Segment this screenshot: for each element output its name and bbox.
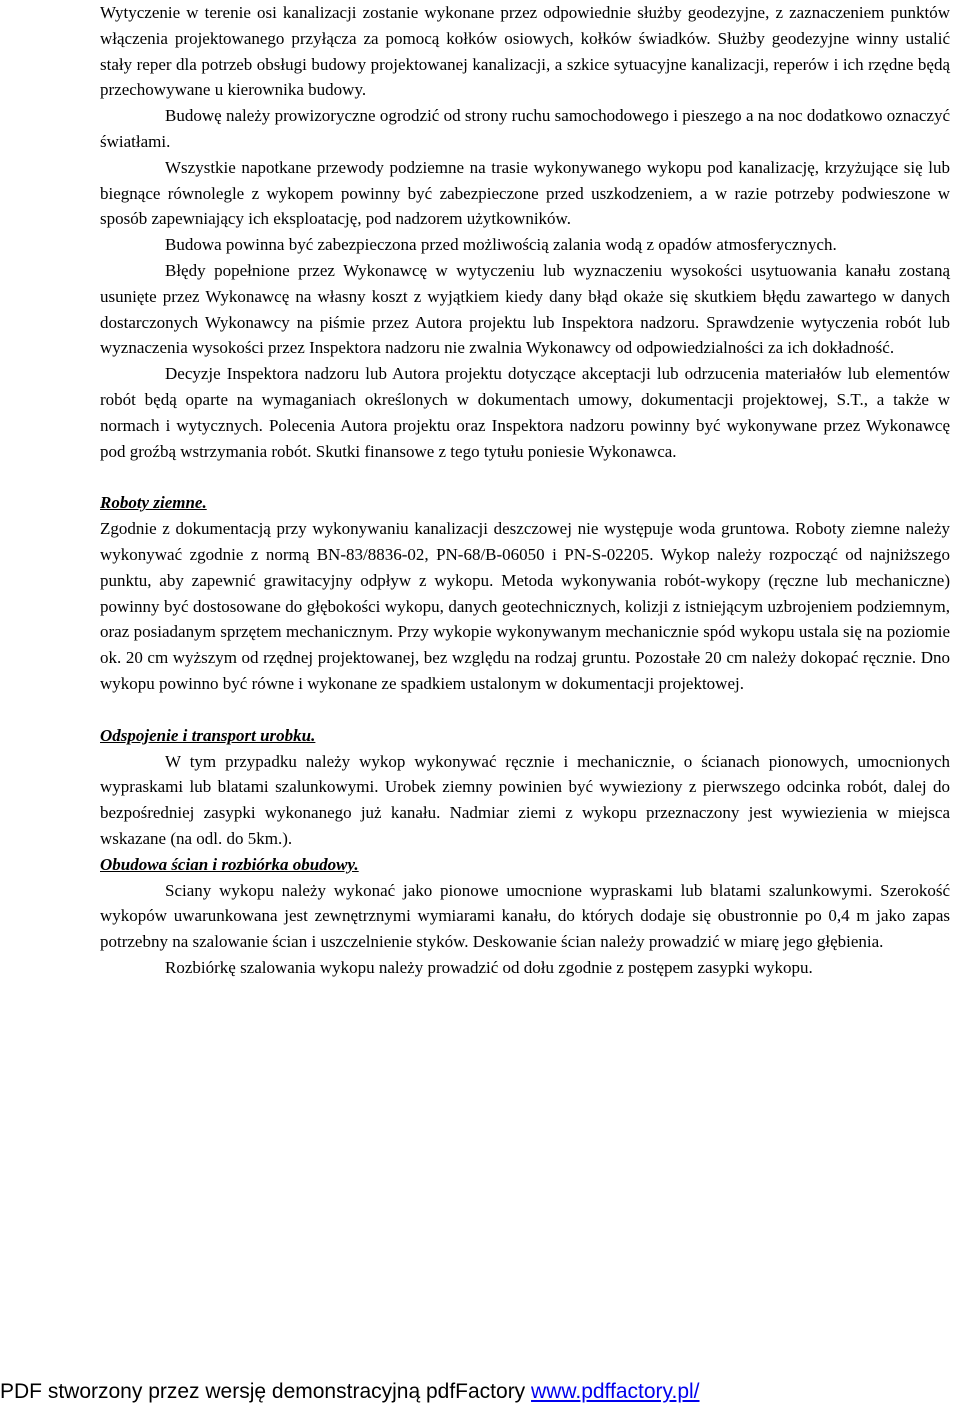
pdf-footer [0,1378,960,1406]
paragraph-ogrodzenie: Budowę należy prowizoryczne ogrodzić od strony ruchu samochodowego i pieszego a na noc dodatkowo oznaczyć światłami. [100,106,950,151]
spacer [100,697,950,723]
heading-obudowa: Obudowa ścian i rozbiórka obudowy. [100,854,359,874]
heading-roboty-ziemne: Roboty ziemne. [100,493,207,513]
paragraph-obudowa: Sciany wykopu należy wykonać jako pionowe umocnione wypraskami lub blatami szalunkowymi. Szerokość wykopów uwarunkowana jest zewnętrznymi wymiarami kanału, do których dodaje się obustronnie po 0,4 m jako zapas potrzebny na szalowanie ścian i uszczelnienie styków. Deskowanie ścian należy prowadzić w miarę jego głębienia. [100,880,950,952]
paragraph-roboty-ziemne: Zgodnie z dokumentacją przy wykonywaniu kanalizacji deszczowej nie występuje woda gruntowa. Roboty ziemne należy wykonywać zgodnie z normą BN-83/8836-02, PN-68/B-06050 i PN-S-02205. Wykop należy rozpocząć od najniższego punktu, aby zapewnić grawitacyjny odpływ z wykopu. Metoda wykonywania robót-wykopy (ręczne lub mechaniczne) powinny być dostosowane do głębokości wykopu, danych geotechnicznych, kolizji z istniejącym uzbrojeniem podziemnym, oraz posiadanym sprzętem mechanicznym. Przy wykopie wykonywanym mechanicznie spód wykopu ustala się na poziomie ok. 20 cm wyższym od rzędnej projektowanej, bez względu na rodzaj gruntu. Pozostałe 20 cm należy dokopać ręcznie. Dno wykopu powinno być równe i wykonane ze spadkiem ustalonym w dokumentacji projektowej. [100,519,950,693]
footer-link[interactable]: www.pdffactory.pl/ [531,1380,700,1403]
paragraph-wytyczenie: Wytyczenie w terenie osi kanalizacji zostanie wykonane przez odpowiednie służby geodezyjne, z zaznaczeniem punktów włączenia projektowanego przyłącza za pomocą kołków osiowych, kołków świadków. Służby geodezyjne winny ustalić stały reper dla potrzeb obsługi budowy projektowanej kanalizacji, a szkice sytuacyjne kanalizacji, reperów i ich rzędne będą przechowywane u kierownika budowy. [100,3,950,100]
spacer [100,464,950,490]
paragraph-odspojenie: W tym przypadku należy wykop wykonywać ręcznie i mechanicznie, o ścianach pionowych, umocnionych wypraskami lub blatami szalunkowymi. Urobek ziemny powinien być wywieziony z pierwszego odcinka robót, dalej do bezpośredniej zasypki wykonanego już kanału. Nadmiar ziemi z wykopu przeznaczony jest wywiezienia w miejsca wskazane (na odl. do 5km.). [100,751,950,848]
paragraph-zabezpieczenie: Budowa powinna być zabezpieczona przed możliwością zalania wodą z opadów atmosferycznych. [165,235,837,255]
document-body [100,0,950,981]
paragraph-przewody: Wszystkie napotkane przewody podziemne na trasie wykonywanego wykopu pod kanalizację, krzyżujące się lub biegnące równolegle z wykopem powinny być zabezpieczone przed uszkodzeniem, a w razie potrzeby podwieszone w sposób zapewniający ich eksploatację, pod nadzorem użytkowników. [100,157,950,229]
heading-odspojenie: Odspojenie i transport urobku. [100,725,316,745]
paragraph-decyzje: Decyzje Inspektora nadzoru lub Autora projektu dotyczące akceptacji lub odrzucenia materiałów lub elementów robót będą oparte na wymaganiach określonych w dokumentach umowy, dokumentacji projektowej, S.T., a także w normach i wytycznych. Polecenia Autora projektu oraz Inspektora nadzoru powinny być wykonywane przez Wykonawcę pod groźbą wstrzymania robót. Skutki finansowe z tego tytułu poniesie Wykonawca. [100,364,950,461]
footer-text: PDF stworzony przez wersję demonstracyjną pdfFactory [0,1380,532,1403]
paragraph-rozbiorka: Rozbiórkę szalowania wykopu należy prowadzić od dołu zgodnie z postępem zasypki wykopu. [165,957,813,977]
paragraph-bledy: Błędy popełnione przez Wykonawcę w wytyczeniu lub wyznaczeniu wysokości usytuowania kanału zostaną usunięte przez Wykonawcę na własny koszt z wyjątkiem kiedy dany błąd okaże się skutkiem błędu zawartego w danych dostarczonych Wykonawcy na piśmie przez Autora projektu lub Inspektora nadzoru. Sprawdzenie wytyczenia robót lub wyznaczenia wysokości przez Inspektora nadzoru nie zwalnia Wykonawcy od odpowiedzialności za ich dokładność. [100,260,950,358]
